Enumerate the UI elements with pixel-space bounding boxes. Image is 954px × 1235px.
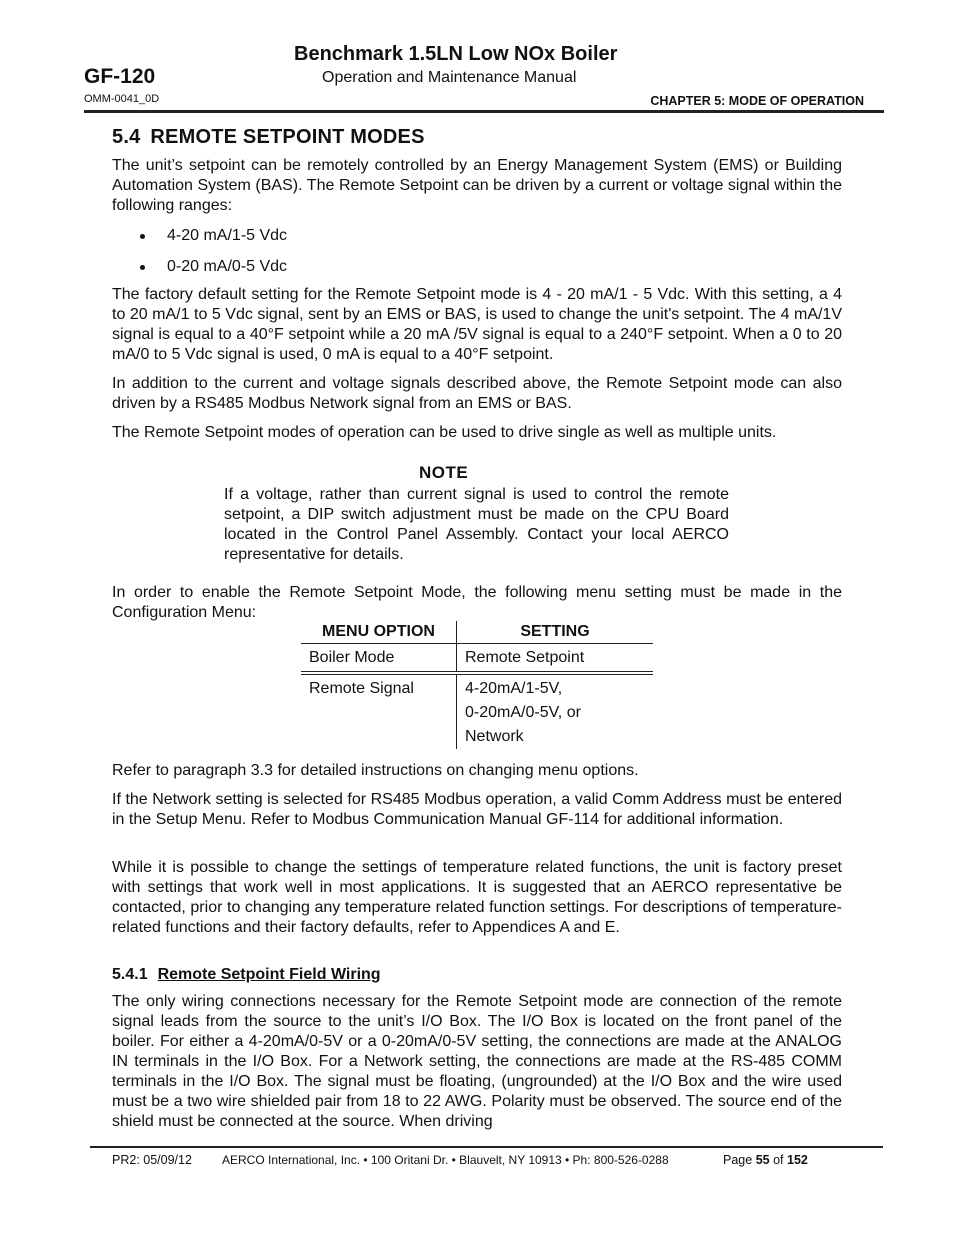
list-item <box>140 257 287 277</box>
signal-range-list <box>140 226 287 288</box>
header-divider <box>84 110 884 113</box>
table-header-setting: SETTING <box>457 621 654 644</box>
table-cell-option: Boiler Mode <box>301 644 457 672</box>
setting-line: Network <box>465 728 524 745</box>
table-cell-setting <box>457 675 654 750</box>
multiple-units-paragraph: The Remote Setpoint modes of operation can be used to drive single as well as multiple units. <box>112 424 777 441</box>
current-page: 55 <box>755 1153 770 1167</box>
subsection-number: 5.4.1 <box>112 966 148 983</box>
list-item-text: 4-20 mA/1-5 Vdc <box>167 227 288 244</box>
setting-line: 0-20mA/0-5V, or <box>465 704 581 721</box>
table-row <box>301 644 653 672</box>
total-pages: 152 <box>787 1153 808 1167</box>
revision-date: PR2: 05/09/12 <box>112 1153 192 1167</box>
network-paragraph: If the Network setting is selected for RS485 Modbus operation, a valid Comm Address must be entered in the Setup Menu. Refer to Modbus Communication Manual GF-114 for additional information. <box>112 791 842 828</box>
list-item <box>140 226 287 246</box>
default-setting-paragraph: The factory default setting for the Remote Setpoint mode is 4 - 20 mA/1 - 5 Vdc. With this setting, a 4 to 20 mA/1 to 5 Vdc signal, sent by an EMS or BAS, is used to change the unit's setpoint. The 4 mA/1V signal is equal to a 40°F setpoint while a 20 mA /5V signal is equal to a 240°F setpoint. When a 0 to 20 mA/0 to 5 Vdc signal is used, 0 mA is equal to a 40°F setpoint. <box>112 286 842 363</box>
field-wiring-paragraph: The only wiring connections necessary for the Remote Setpoint mode are connection of the remote signal leads from the source to the unit’s I/O Box. The I/O Box is located on the front panel of the boiler. For either a 4-20mA/0-5V or a 0-20mA/0-5V setting, the connections are made at the ANALOG IN terminals in the I/O Box. For a Network setting, the connections are made at the RS-485 COMM terminals in the I/O Box. The signal must be floating, (ungrounded) at the I/O Box and the wire used must be a two wire shielded pair from 18 to 22 AWG. Polarity must be observed. The source end of the shield must be connected at the source. When driving <box>112 993 842 1130</box>
footer-divider <box>90 1146 883 1148</box>
refer-paragraph: Refer to paragraph 3.3 for detailed instructions on changing menu options. <box>112 762 639 779</box>
enable-paragraph: In order to enable the Remote Setpoint Mode, the following menu setting must be made in the Configuration Menu: <box>112 584 842 621</box>
of-label: of <box>773 1153 784 1167</box>
table-row <box>301 675 653 750</box>
document-subtitle: Operation and Maintenance Manual <box>322 69 577 86</box>
subsection-title: Remote Setpoint Field Wiring <box>157 966 381 983</box>
section-number: 5.4 <box>112 126 141 148</box>
page-number <box>723 1153 808 1167</box>
bullet-icon <box>140 265 145 270</box>
temperature-paragraph: While it is possible to change the settings of temperature related functions, the unit is factory preset with settings that work well in most applications. It is suggested that an AERCO representative be contacted, prior to changing any temperature related function settings. For descriptions of temperature-related functions and their factory defaults, refer to Appendices A and E. <box>112 859 842 936</box>
company-address: AERCO International, Inc. • 100 Oritani Dr. • Blauvelt, NY 10913 • Ph: 800-526-0288 <box>222 1153 669 1167</box>
menu-settings-table <box>301 621 653 749</box>
bullet-icon <box>140 234 145 239</box>
intro-paragraph: The unit’s setpoint can be remotely controlled by an Energy Management System (EMS) or Building Automation System (BAS). The Remote Setpoint can be driven by a current or voltage signal within the following ranges: <box>112 157 842 214</box>
modbus-paragraph: In addition to the current and voltage signals described above, the Remote Setpoint mode can also driven by a RS485 Modbus Network signal from an EMS or BAS. <box>112 375 842 412</box>
list-item-text: 0-20 mA/0-5 Vdc <box>167 258 288 275</box>
note-heading: NOTE <box>419 463 469 482</box>
table-cell-option: Remote Signal <box>309 680 414 697</box>
document-title: Benchmark 1.5LN Low NOx Boiler <box>294 43 618 65</box>
setting-line: 4-20mA/1-5V, <box>465 680 563 697</box>
table-header-menu-option: MENU OPTION <box>301 621 457 644</box>
section-heading <box>112 126 435 149</box>
subsection-heading <box>112 966 381 984</box>
page-label: Page <box>723 1153 753 1167</box>
manual-code: GF-120 <box>84 65 156 88</box>
document-id: OMM-0041_0D <box>84 93 160 105</box>
note-text: If a voltage, rather than current signal is used to control the remote setpoint, a DIP switch adjustment must be made on the CPU Board located in the Control Panel Assembly. Contact your local AERCO representative for details. <box>224 486 729 563</box>
chapter-heading: CHAPTER 5: MODE OF OPERATION <box>650 94 864 108</box>
table-cell-setting: Remote Setpoint <box>457 644 654 672</box>
section-title: REMOTE SETPOINT MODES <box>150 126 425 148</box>
